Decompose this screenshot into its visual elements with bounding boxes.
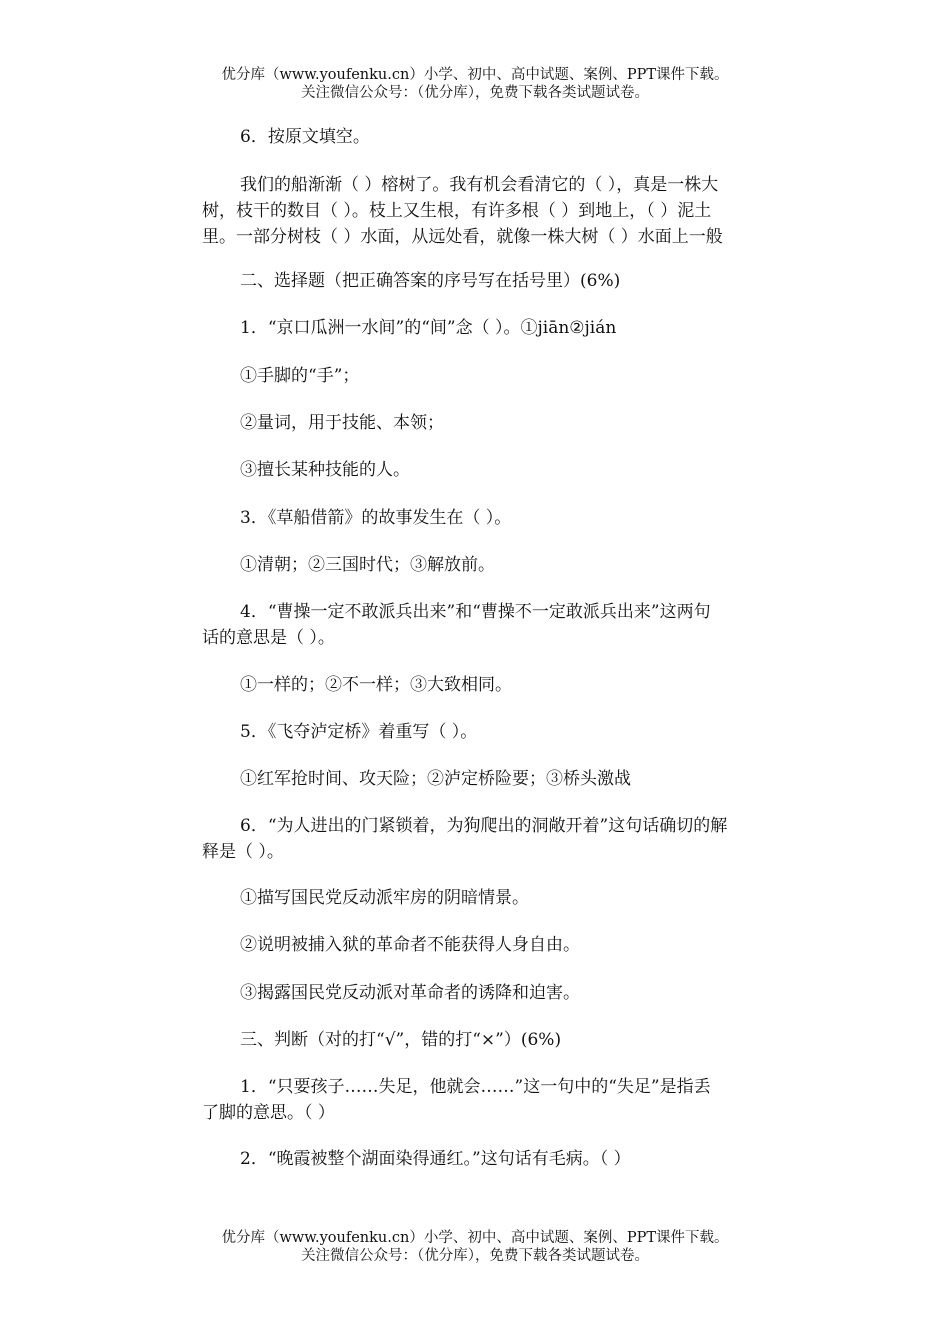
question-line: 4．“曹操一定不敢派兵出来”和“曹操不一定敢派兵出来”这两句 (240, 602, 711, 622)
header-line-1: 优分库（www.youfenku.cn）小学、初中、高中试题、案例、PPT课件下载。 (221, 67, 729, 83)
question-6-title: 6．按原文填空。 (240, 127, 370, 147)
choice-question-5: 5．《飞夺泸定桥》着重写（ ）。 (240, 722, 478, 742)
choice-question-3: 3．《草船借箭》的故事发生在（ ）。 (240, 508, 512, 528)
choice-option: ①手脚的“手”； (240, 366, 360, 386)
judge-question-2: 2．“晚霞被整个湖面染得通红。”这句话有毛病。（ ） (240, 1149, 631, 1169)
page-header (0, 66, 950, 102)
section-3-title: 三、判断（对的打“√”，错的打“×”）(6%) (240, 1030, 562, 1050)
section-2-title: 二、选择题（把正确答案的序号写在括号里）(6%) (240, 271, 621, 291)
question-line: 话的意思是（ ）。 (202, 628, 335, 648)
choice-option: ①描写国民党反动派牢房的阴暗情景。 (240, 888, 529, 908)
choice-option: ②量词，用于技能、本领； (240, 413, 444, 433)
passage-line: 里。一部分树枝（ ）水面，从远处看，就像一株大树（ ）水面上一般 (202, 227, 723, 247)
question-line: 6．“为人进出的门紧锁着，为狗爬出的洞敞开着”这句话确切的解 (240, 816, 728, 836)
passage-line: 我们的船渐渐（ ）榕树了。我有机会看清它的（ ），真是一株大 (240, 175, 719, 195)
choice-option: ③擅长某种技能的人。 (240, 460, 410, 480)
header-line-2: 关注微信公众号：（优分库），免费下载各类试题试卷。 (301, 85, 649, 101)
choice-question-6 (202, 813, 812, 865)
choice-question-3-options: ①清朝；②三国时代；③解放前。 (240, 555, 495, 575)
question-6-passage (202, 172, 812, 250)
choice-question-4 (202, 599, 812, 651)
page-footer (0, 1229, 950, 1265)
choice-question-4-options: ①一样的；②不一样；③大致相同。 (240, 675, 512, 695)
choice-question-1: 1．“京口瓜洲一水间”的“间”念（ ）。①jiān②jián (240, 318, 617, 338)
choice-question-5-options: ①红军抢时间、攻天险；②泸定桥险要；③桥头激战 (240, 769, 631, 789)
judge-question-1 (202, 1074, 812, 1126)
question-line: 了脚的意思。（ ） (202, 1103, 335, 1123)
passage-line: 树，枝干的数目（ ）。枝上又生根，有许多根（ ）到地上，（ ）泥土 (202, 201, 712, 221)
question-line: 释是（ ）。 (202, 842, 284, 862)
choice-option: ②说明被捕入狱的革命者不能获得人身自由。 (240, 935, 580, 955)
choice-option: ③揭露国民党反动派对革命者的诱降和迫害。 (240, 983, 580, 1003)
question-line: 1．“只要孩子……失足，他就会……”这一句中的“失足”是指丢 (240, 1077, 711, 1097)
footer-line-2: 关注微信公众号：（优分库），免费下载各类试题试卷。 (301, 1248, 649, 1264)
footer-line-1: 优分库（www.youfenku.cn）小学、初中、高中试题、案例、PPT课件下载。 (221, 1230, 729, 1246)
